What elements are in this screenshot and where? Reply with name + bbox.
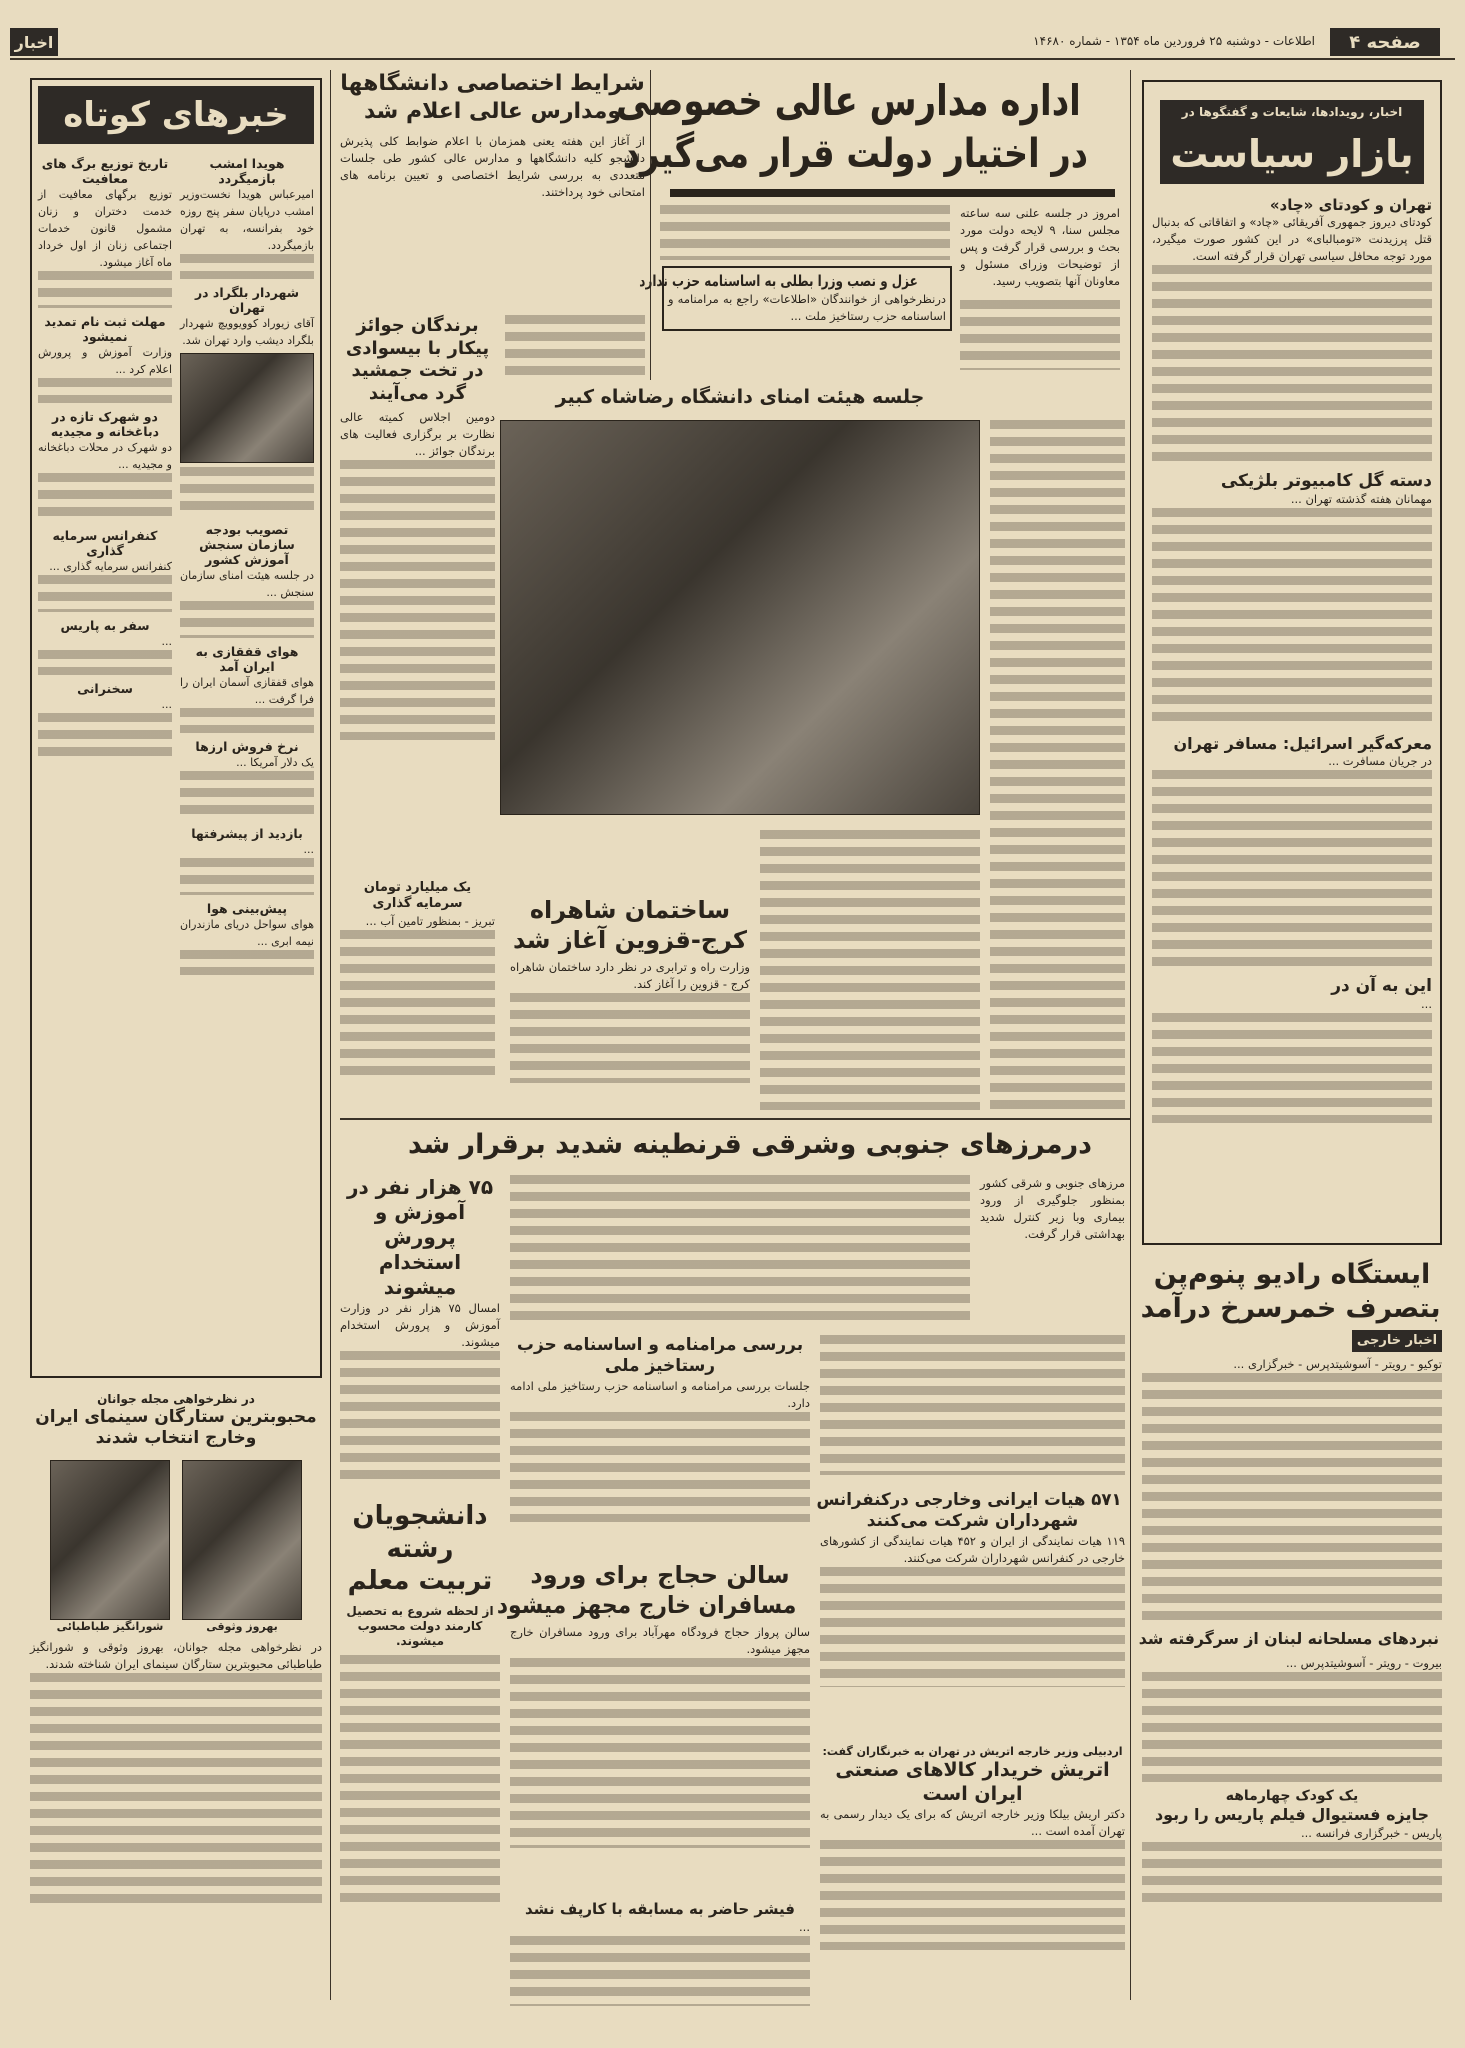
cinema-story <box>30 1392 322 1903</box>
short-news-item-title: مهلت ثبت نام تمدید نمیشود <box>44 314 166 344</box>
politics-item-title: دسته گل کامبیوتر بلژیکی <box>1220 471 1432 491</box>
boxed-text: درنظرخواهی از خوانندگان «اطلاعات» راجع به مرامنامه و اساسنامه حزب رستاخیز ملت ... <box>668 291 946 323</box>
cinema-headline-2: وخارج انتخاب شدند <box>95 1428 257 1449</box>
education-story <box>340 1175 500 1481</box>
chess-headline: فیشر حاضر به مسابقه با کارپف نشد <box>525 1900 795 1918</box>
teachers-headline-2: رشته <box>386 1533 454 1564</box>
short-news-item <box>180 285 314 516</box>
austria-story <box>820 1745 1125 1950</box>
short-news <box>30 78 322 1378</box>
short-news-item-title: هویدا امشب بازمیگردد <box>209 156 285 186</box>
politics-column <box>1142 80 1442 1245</box>
short-news-item-title: تاریخ توزیع برگ های معافیت <box>41 156 169 186</box>
quarantine-text: مرزهای جنوبی و شرقی کشور بمنظور جلوگیری از ورود بیماری وبا زیر کنترل شدید بهداشتی قرار گرفت. <box>980 1176 1125 1241</box>
actress-caption: شورانگیز طباطبائی <box>56 1619 164 1633</box>
short-news-item <box>38 681 172 762</box>
actor-photo <box>182 1460 302 1620</box>
literacy-headline: برندگان جوائز پیکار با بیسوادی در تخت جمشید گرد می‌آیند <box>345 315 490 404</box>
cinema-headline-1: محبوبترین ستارگان سینمای ایران <box>35 1407 317 1427</box>
actress-photo <box>50 1460 170 1620</box>
short-news-item <box>38 409 172 522</box>
politics-title: بازار سیاست <box>1160 124 1424 184</box>
investment-story <box>340 880 495 1080</box>
literacy-text: دومین اجلاس کمیته عالی نظارت بر برگزاری فعالیت های برندگان جوائز ... <box>340 410 495 458</box>
main-headline-1: اداره مدارس عالی خصوصی <box>616 76 1081 125</box>
universities-headline-2: ومدارس عالی اعلام شد <box>363 98 622 124</box>
short-news-item-title: نرخ فروش ارزها <box>195 739 299 754</box>
austria-text: دکتر اریش بیلکا وزیر خارجه اتریش که برای یک دیدار رسمی به تهران آمده است ... <box>820 1807 1125 1839</box>
short-news-item-text: وزارت آموزش و پرورش اعلام کرد ... <box>38 346 172 376</box>
short-news-item-text: یک دلار آمریکا ... <box>236 756 314 769</box>
main-story-text: امروز در جلسه علنی سه ساعته مجلس سنا، ۹ لایحه دولت مورد بحث و بررسی قرار گرفت و پس از توضیحات وزرای مسئول و معاونان آنها بتصویب رسید. <box>960 206 1120 288</box>
boxed-headline: عزل و نصب وزرا بطلی به اساسنامه حزب ندارد <box>639 272 918 290</box>
mayors-headline-1: ۵۷۱ هیات ایرانی وخارجی درکنفرانس <box>816 1490 1122 1510</box>
mayors-headline-2: شهرداران شرکت می‌کنند <box>866 1511 1079 1532</box>
politics-item-title: تهران و کودتای «چاد» <box>1269 196 1432 214</box>
politics-item-title: معرکه‌گیر اسرائیل: مسافر تهران <box>1173 734 1432 753</box>
quarantine-headline: درمرزهای جنوبی وشرقی قرنطینه شدید برقرار شد <box>407 1129 1093 1160</box>
radio-headline-1: ایستگاه رادیو پنوم‌پن <box>1153 1259 1431 1290</box>
photo-story-headline: جلسه هیئت امنای دانشگاه رضاشاه کبیر <box>555 386 925 408</box>
teachers-story <box>340 1500 500 1905</box>
boxed-story <box>639 266 952 331</box>
short-news-item-text: کنفرانس سرمایه گذاری ... <box>49 560 172 573</box>
short-news-item <box>180 826 314 895</box>
austria-kicker: اردبیلی وزیر خارجه اتریش در تهران به خبرنگاران گفت: <box>822 1745 1123 1758</box>
main-story <box>616 75 1125 197</box>
pilgrims-headline-1: سالن حجاج برای ورود <box>530 1561 790 1589</box>
austria-headline-1: اتریش خریدار کالاهای صنعتی <box>835 1758 1110 1781</box>
festival-text: پاریس - خبرگزاری فرانسه ... <box>1300 1826 1442 1840</box>
austria-headline-2: ایران است <box>922 1782 1023 1805</box>
party-text: جلسات بررسی مرامنامه و اساسنامه حزب رستاخیز ملی ادامه دارد. <box>510 1378 810 1410</box>
short-news-item-title: سفر به پاریس <box>60 618 150 633</box>
radio-headline-2: بتصرف خمرسرخ درآمد <box>1140 1292 1441 1324</box>
universities-headline-1: شرایط اختصاصی دانشگاهها <box>340 71 645 96</box>
short-news-item-text: ... <box>303 843 314 856</box>
short-news-item <box>38 314 172 403</box>
short-news-item <box>180 901 314 975</box>
foreign-news <box>1138 1258 1442 1902</box>
highway-story <box>510 895 750 1083</box>
highway-text: وزارت راه و ترابری در نظر دارد ساختمان شاهراه کرج - قزوین را آغاز کند. <box>510 960 750 991</box>
short-news-item <box>180 522 314 638</box>
chess-text: ... <box>799 1919 810 1934</box>
universities-text: از آغاز این هفته یعنی همزمان با اعلام ضوابط کلی پذیرش دانشجو کلیه دانشگاهها و مدارس عالی کشور طی جلسات متعددی به بررسی شرایط اختصاصی و تعیین برنامه های امتحانی خود پرداختند. <box>340 134 645 199</box>
short-news-item <box>38 528 172 612</box>
chess-story <box>510 1900 810 2006</box>
education-text: امسال ۷۵ هزار نفر در وزارت آموزش و پرورش استخدام میشوند. <box>340 1301 500 1349</box>
short-news-item-text: توزیع برگهای معافیت از خدمت دختران و زنان مشمول قانون خدمات اجتماعی زنان از اول خرداد ماه آغاز میشود. <box>38 188 172 269</box>
short-news-item-text: ... <box>161 635 172 648</box>
education-headline: ۷۵ هزار نفر در آموزش و پرورش استخدام میشوند <box>346 1175 494 1299</box>
teachers-headline-1: دانشجویان <box>352 1501 488 1531</box>
universities-story <box>340 70 645 201</box>
politics-item-title: این به آن در <box>1331 976 1432 996</box>
politics-item-text: کودتای دیروز جمهوری آفریقائی «چاد» و اتفاقاتی که بدنبال قتل پرزیدنت «تومبالبای» در این کشور صورت میگیرد، مورد توجه محافل سیاسی تهران قرار گرفته است. <box>1152 215 1432 263</box>
foreign-news-label: اخبار خارجی <box>1352 1330 1442 1352</box>
short-news-item-text: هوای سواحل دریای مازندران نیمه ابری ... <box>180 918 314 948</box>
short-news-item-title: شهردار بلگراد در تهران <box>194 285 300 315</box>
short-news-item <box>38 156 172 308</box>
short-news-item <box>180 644 314 733</box>
party-story <box>510 1335 810 1522</box>
short-news-item-text: دو شهرک در محلات دباغخانه و مجیدیه ... <box>38 441 172 471</box>
teachers-text: از لحظه شروع به تحصیل کارمند دولت محسوب میشوند. <box>346 1603 494 1648</box>
dateline: اطلاعات - دوشنبه ۲۵ فروردین ماه ۱۳۵۴ - شماره ۱۴۶۸۰ <box>1033 34 1315 48</box>
short-news-item-title: پیش‌بینی هوا <box>206 901 288 916</box>
section-label: اخبار <box>10 28 58 56</box>
short-news-item-title: بازدید از پیشرفتها <box>191 826 303 841</box>
party-headline-1: بررسی مرامنامه و اساسنامه حزب <box>516 1335 804 1355</box>
lebanon-text: بیروت - رویتر - آسوشیتدپرس ... <box>1285 1655 1442 1670</box>
short-news-item-title: هوای قفقازی به ایران آمد <box>195 644 299 674</box>
politics-item-text: در جریان مسافرت ... <box>1328 754 1432 768</box>
pilgrims-story <box>496 1560 810 1848</box>
politics-kicker: اخبار، رویدادها، شایعات و گفتگوها در <box>1160 100 1424 124</box>
politics-item-text: مهمانان هفته گذشته تهران ... <box>1290 492 1432 506</box>
short-news-item-text: در جلسه هیئت امنای سازمان سنجش ... <box>180 569 314 599</box>
actor-caption: بهروز وثوقی <box>206 1619 278 1633</box>
short-news-item-title: کنفرانس سرمایه گذاری <box>52 528 158 558</box>
short-news-item-text: آقای زیوراد کوویوویچ شهردار بلگراد دیشب وارد تهران شد. <box>180 317 314 347</box>
cinema-text: در نظرخواهی مجله جوانان، بهروز وثوقی و شورانگیز طباطبائی محبوبترین ستارگان سینمای ایران شناخته شدند. <box>30 1640 322 1672</box>
main-headline-2: در اختیار دولت قرار می‌گیرد <box>622 131 1089 177</box>
short-news-item-title: سخنرانی <box>77 681 133 696</box>
short-news-item-title: تصویب بودجه سازمان سنجش آموزش کشور <box>199 522 295 567</box>
page-number-label: صفحه ۴ <box>1330 28 1440 56</box>
mayors-text: ۱۱۹ هیات نمایندگی از ایران و ۴۵۲ هیات نمایندگی از کشورهای خارجی در کنفرانس شهرداران شرکت می‌کنند. <box>820 1533 1126 1565</box>
short-news-item-title: دو شهرک تازه در دباغخانه و مجیدیه <box>50 409 160 439</box>
festival-kicker: یک کودک چهارماهه <box>1225 1787 1359 1804</box>
highway-headline-2: کرج-قزوین آغاز شد <box>513 926 747 954</box>
politics-item-text: ... <box>1421 997 1432 1011</box>
highway-headline-1: ساختمان شاهراه <box>529 896 731 924</box>
mayors-story <box>816 1490 1126 1687</box>
pilgrims-headline-2: مسافران خارج مجهز میشود <box>496 1591 797 1619</box>
short-news-item <box>38 618 172 675</box>
party-headline-2: رستاخیز ملی <box>604 1356 716 1377</box>
short-news-item <box>180 156 314 279</box>
short-news-item-text: امیرعباس هویدا نخست‌وزیر امشب درپایان سفر پنج روزه خود بفرانسه، به تهران بازمیگردد. <box>180 188 314 252</box>
teachers-headline-3: تربیت معلم <box>347 1566 493 1596</box>
short-news-item-text: ... <box>161 698 172 711</box>
cinema-kicker: در نظرخواهی مجله جوانان <box>97 1392 255 1406</box>
literacy-story <box>340 315 495 740</box>
lebanon-headline: نبردهای مسلحانه لبنان از سرگرفته شد <box>1138 1628 1439 1648</box>
festival-headline: جایزه فستیوال فیلم پاریس را ربود <box>1154 1805 1430 1824</box>
investment-headline: یک میلیارد تومان سرمایه گذاری <box>363 880 472 912</box>
investment-text: تبریز - بمنظور تامین آب ... <box>365 913 495 928</box>
short-news-item-text: هوای قفقازی آسمان ایران را فرا گرفت ... <box>180 676 314 706</box>
mayor-photo <box>180 353 314 463</box>
short-news-title: خبرهای کوتاه <box>38 86 314 144</box>
short-news-item <box>180 739 314 820</box>
radio-text: توکیو - رویتر - آسوشیتدپرس - خبرگزاری ... <box>1233 1356 1442 1371</box>
meeting-photo <box>500 420 980 815</box>
pilgrims-text: سالن پرواز حجاج فرودگاه مهرآباد برای ورود مسافران خارج مجهز میشود. <box>510 1625 810 1656</box>
